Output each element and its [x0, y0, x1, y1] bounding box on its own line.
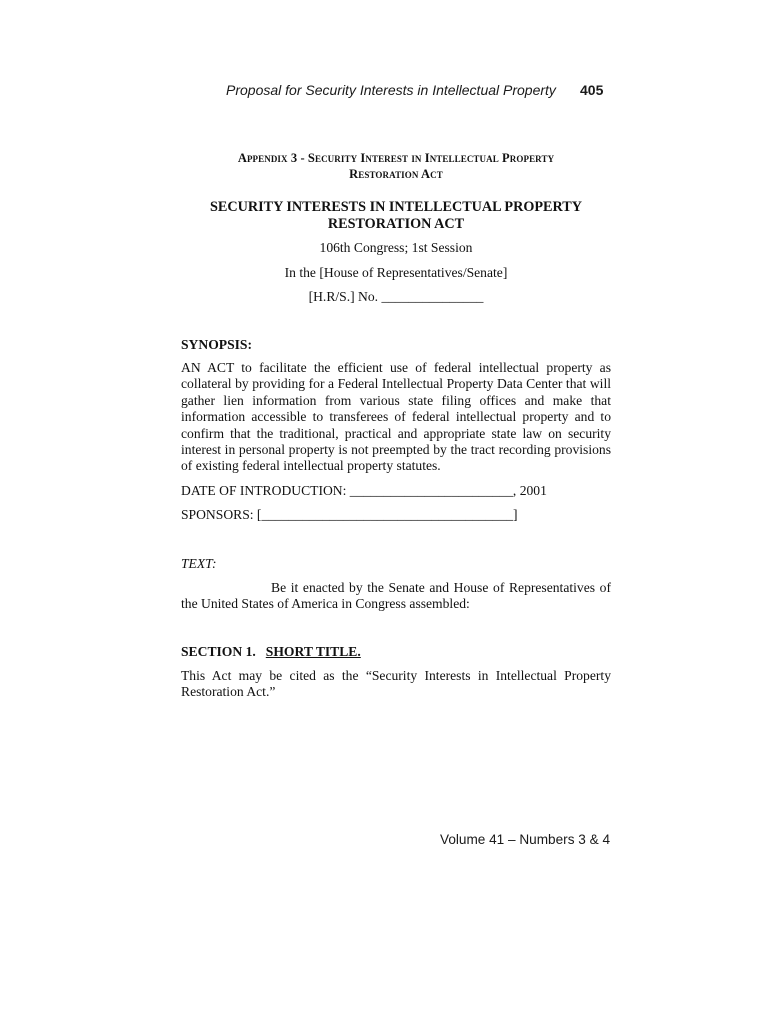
date-of-introduction: DATE OF INTRODUCTION: ________________________, 2001: [181, 483, 547, 498]
sponsors-line: SPONSORS: [_____________________________________]: [181, 507, 518, 522]
chamber-line: In the [House of Representatives/Senate]: [284, 265, 508, 280]
congress-session: 106th Congress; 1st Session: [319, 240, 473, 255]
volume-footer: Volume 41 – Numbers 3 & 4: [440, 832, 611, 847]
act-title-line-1: SECURITY INTERESTS IN INTELLECTUAL PROPERTY: [210, 199, 582, 215]
section-1-title: SHORT TITLE.: [265, 644, 361, 659]
appendix-title-line-1: Appendix 3 - Security Interest in Intellectual Property: [237, 151, 555, 165]
act-title: [181, 199, 611, 232]
synopsis-text: AN ACT to facilitate the efficient use of federal intellectual property as collateral by providing for a Federal Intellectual Property Data Center that will gather lien information from various state filing offices and make that information accessible to transferees of federal intellectual property and to confirm that the traditional, practical and appropriate state law on security interest in personal property is not preempted by the tract recording provisions of existing federal intellectual property statutes.: [181, 360, 611, 474]
act-title-line-2: RESTORATION ACT: [327, 215, 465, 232]
appendix-title: [181, 150, 611, 182]
page-number: 405: [580, 82, 604, 98]
synopsis-label: SYNOPSIS:: [181, 337, 253, 352]
bill-number: [H.R/S.] No. _______________: [308, 289, 484, 304]
appendix-title-line-2: Restoration Act: [349, 167, 443, 181]
section-1-heading: [181, 644, 361, 660]
text-label: TEXT:: [181, 556, 217, 571]
section-1-body: This Act may be cited as the “Security Interests in Intellectual Property Restoration Act.”: [181, 668, 611, 700]
section-1-number: SECTION 1.: [181, 644, 256, 659]
running-title: Proposal for Security Interests in Intellectual Property: [226, 82, 556, 98]
enacting-clause: Be it enacted by the Senate and House of Representatives of the United States of America in Congress assembled:: [181, 580, 611, 612]
